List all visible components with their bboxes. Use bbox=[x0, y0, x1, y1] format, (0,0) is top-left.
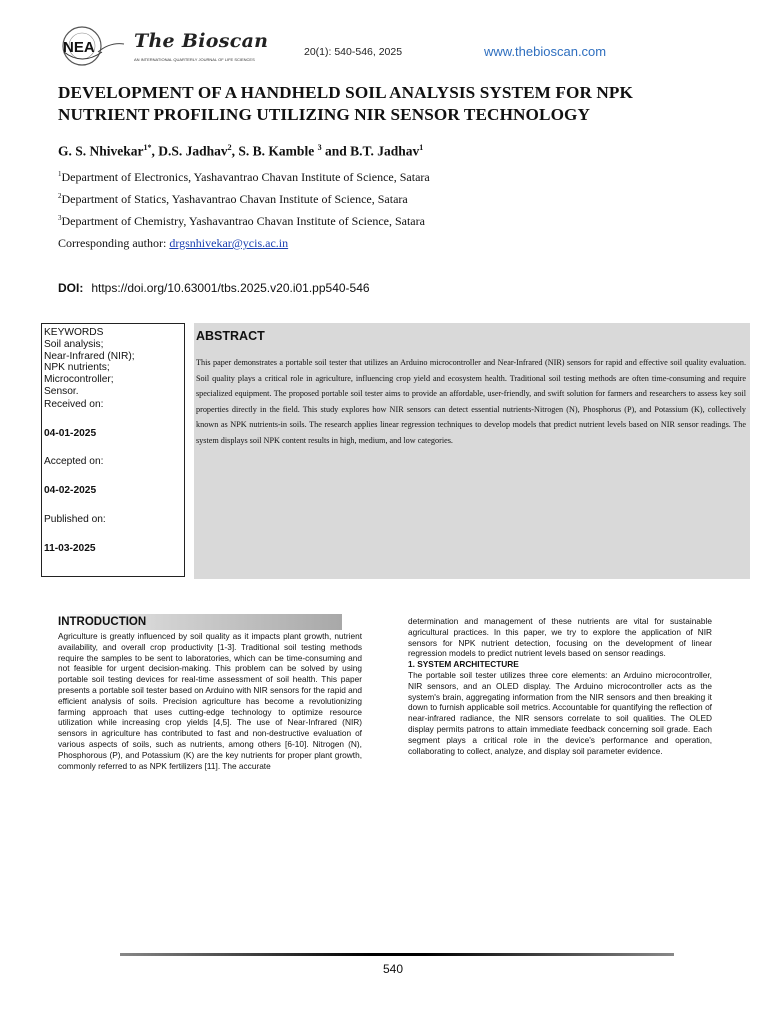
accepted-date: 04-02-2025 bbox=[44, 485, 97, 497]
affiliation bbox=[58, 192, 408, 207]
author-name: D.S. Jadhav bbox=[158, 143, 228, 159]
keyword-item: Sensor. bbox=[44, 385, 79, 397]
author-sup: 1* bbox=[143, 143, 152, 152]
keywords-box bbox=[41, 323, 185, 577]
introduction-continued-text: determination and management of these nutrients are vital for sustainable agricultural practices. In this paper, we try to explore the application of NIR sensors for NPK nutrient detection, focusing on the development of linear regression models to predict nutrient levels based on sensor readings. bbox=[408, 616, 712, 659]
body-column-right bbox=[408, 616, 712, 756]
page-number: 540 bbox=[383, 962, 404, 976]
introduction-text: Agriculture is greatly influenced by soil quality as it impacts plant growth, nutrient availability, and overall crop productivity [1-3]. Traditional soil testing methods require the samples to be sent to laboratories, which can be time-consuming and not feasible for urgent decision-making. This problem can be solved by using portable soil testing devices for real-time assessment of soil health. This paper presents a portable soil tester based on Arduino with NIR sensors for the rapid and efficient analysis of soils. Precision agriculture has become a revolutionizing farming approach that uses cutting-edge technology to optimize resource utilization while increasing crop yields [4,5]. The use of Near-Infrared (NIR) sensors in agriculture has contributed to fast and non-destructive evaluation of various aspects of soils, such as nutrients, among others [6-10]. Nitrogen (N), Phosphorous (P), and Potassium (K) are the key nutrients for proper plant growth, commonly referred to as NPK fertilizers [11]. The accurate bbox=[58, 631, 362, 771]
doi-value[interactable]: https://doi.org/10.63001/tbs.2025.v20.i01.pp540-546 bbox=[91, 281, 370, 295]
journal-logo bbox=[58, 22, 128, 66]
author-separator: , bbox=[231, 143, 239, 159]
affiliation bbox=[58, 214, 425, 229]
affiliation-sup: 1 bbox=[58, 170, 62, 178]
paper-title: DEVELOPMENT OF A HANDHELD SOIL ANALYSIS SYSTEM FOR NPK NUTRIENT PROFILING UTILIZING NIR SENSOR TECHNOLOGY bbox=[58, 83, 633, 124]
system-architecture-heading: 1. SYSTEM ARCHITECTURE bbox=[408, 659, 519, 670]
keyword-item: Microcontroller; bbox=[44, 374, 114, 386]
author-list bbox=[58, 143, 423, 160]
corresponding-label: Corresponding author: bbox=[58, 236, 170, 250]
author-sup: 1 bbox=[419, 143, 424, 152]
author-name: S. B. Kamble bbox=[238, 143, 318, 159]
author-name: G. S. Nhivekar bbox=[58, 143, 144, 159]
journal-header bbox=[58, 22, 718, 66]
body-column-left bbox=[58, 614, 362, 771]
keyword-item: Soil analysis; bbox=[44, 338, 104, 350]
affiliation-text: Department of Statics, Yashavantrao Chavan Institute of Science, Satara bbox=[61, 192, 408, 206]
journal-subtitle: AN INTERNATIONAL QUARTERLY JOURNAL OF LIFE SCIENCES bbox=[134, 57, 255, 62]
author-sup: 2 bbox=[227, 143, 232, 152]
accepted-label: Accepted on: bbox=[44, 456, 104, 468]
abstract-text: This paper demonstrates a portable soil tester that utilizes an Arduino microcontroller and Near-Infrared (NIR) sensors for rapid and effective soil quality evaluation. Soil quality plays a critical role in agriculture, influencing crop yield and ecosystem health. Traditional soil testing methods are often time-consuming and require specialized equipment. The proposed portable soil tester aims to provide an affordable, user-friendly, and swift solution for farmers and researchers to assess key soil properties directly in the field. This study explores how NIR sensors can detect essential nutrients-Nitrogen (N), Phosphorus (P), and Potassium (K), collectively known as NPK nutrients-in soils. The research applies linear regression techniques to develop models that predict nutrient levels based on NIR sensor readings. The system displays soil NPK content results in high, medium, and low categories. bbox=[196, 358, 746, 445]
author-separator: and bbox=[321, 143, 351, 159]
journal-brand: The Bioscan bbox=[134, 30, 269, 52]
affiliation-text: Department of Electronics, Yashavantrao Chavan Institute of Science, Satara bbox=[61, 170, 430, 184]
keyword-item: NPK nutrients; bbox=[44, 362, 110, 374]
received-label: Received on: bbox=[44, 398, 104, 410]
author-sup: 3 bbox=[317, 143, 322, 152]
corresponding-author bbox=[58, 236, 288, 251]
logo-text: NEA bbox=[63, 39, 95, 56]
introduction-heading: INTRODUCTION bbox=[58, 614, 342, 630]
published-label: Published on: bbox=[44, 513, 106, 525]
abstract-heading: ABSTRACT bbox=[196, 329, 265, 343]
footer-divider bbox=[120, 953, 674, 956]
keyword-item: Near-Infrared (NIR); bbox=[44, 350, 135, 362]
system-architecture-text: The portable soil tester utilizes three core elements: an Arduino microcontroller, NIR sensors, and an OLED display. The Arduino microcontroller acts as the system's brain, aggregating information from the NIR sensors and then breaking it down to furnish applicable soil metrics. Accountable for quantifying the reflection of near-infrared radiance, the NIR sensors correlate to soil qualities. The OLED display permits patrons to attain immediate feedback concerning soil grade. Each segment plays a critical role in the device's performance and operation, collaborating to collect, analyze, and display soil parameter evidence. bbox=[408, 669, 712, 756]
received-date: 04-01-2025 bbox=[44, 427, 97, 439]
journal-website-link[interactable]: www.thebioscan.com bbox=[484, 44, 607, 59]
author-name: B.T. Jadhav bbox=[350, 143, 420, 159]
published-date: 11-03-2025 bbox=[44, 542, 96, 554]
author-separator: , bbox=[151, 143, 159, 159]
affiliation-sup: 3 bbox=[58, 214, 62, 222]
corresponding-email-link[interactable]: drgsnhivekar@ycis.ac.in bbox=[169, 236, 289, 250]
keywords-heading: KEYWORDS bbox=[44, 327, 104, 338]
doi-label: DOI: bbox=[58, 281, 84, 295]
doi-line bbox=[58, 281, 370, 295]
issue-info: 20(1): 540-546, 2025 bbox=[304, 46, 403, 58]
affiliation-text: Department of Chemistry, Yashavantrao Chavan Institute of Science, Satara bbox=[61, 214, 425, 228]
abstract-box bbox=[194, 323, 750, 579]
affiliation-sup: 2 bbox=[58, 192, 62, 200]
affiliation bbox=[58, 170, 430, 185]
